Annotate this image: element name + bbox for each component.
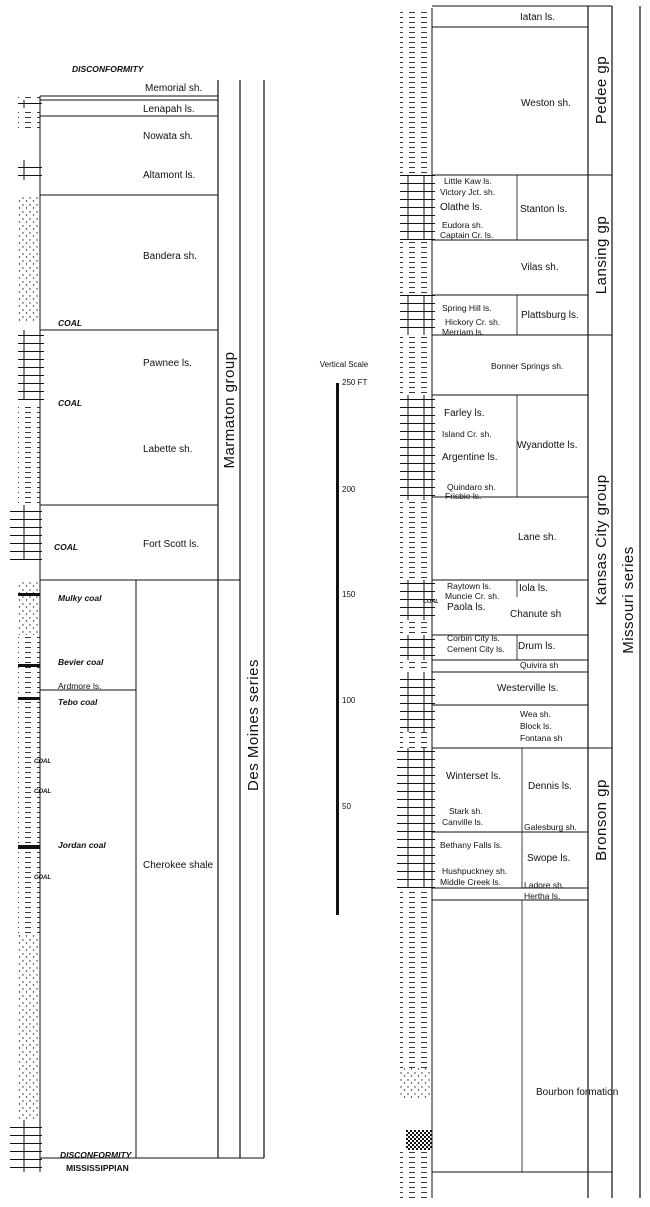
unit-fontana: Fontana sh xyxy=(520,733,563,743)
litho-r-plattsburg xyxy=(400,295,435,335)
unit-hushpuckney: Hushpuckney sh. xyxy=(442,866,508,876)
scale-bar xyxy=(336,383,339,915)
unit-bourbon: Bourbon formation xyxy=(536,1087,619,1098)
unit-farley: Farley ls. xyxy=(444,408,485,419)
unit-winterset: Winterset ls. xyxy=(446,771,502,782)
scale-tick-200: 200 xyxy=(342,485,356,494)
scale-tick-250: 250 FT xyxy=(342,378,368,387)
litho-cherokee-mid xyxy=(18,635,40,935)
unit-corbin-city: Corbin City ls. xyxy=(447,633,500,643)
unit-merriam: Merriam ls. xyxy=(442,327,485,337)
unit-bonner-springs: Bonner Springs sh. xyxy=(491,361,564,371)
litho-jordan-coal xyxy=(18,845,40,849)
litho-cherokee-lower xyxy=(18,935,40,1120)
unit-hertha: Hertha ls. xyxy=(524,891,561,901)
unit-lane: Lane sh. xyxy=(518,532,557,543)
litho-mulky-coal xyxy=(18,593,40,596)
unit-iatan: Iatan ls. xyxy=(520,12,556,23)
vertical-scale xyxy=(320,360,369,915)
unit-hickory-cr: Hickory Cr. sh. xyxy=(445,317,501,327)
litho-r-bronson xyxy=(397,748,435,888)
unit-pawnee: Pawnee ls. xyxy=(143,358,192,369)
litho-bandera xyxy=(18,195,40,323)
unit-memorial: Memorial sh. xyxy=(145,83,203,94)
unit-canville: Canville ls. xyxy=(442,817,484,827)
left-frame xyxy=(40,80,264,1158)
coal-marker-2: COAL xyxy=(58,398,83,408)
bed-ardmore: Ardmore ls. xyxy=(58,681,102,691)
unit-chanute: Chanute sh xyxy=(510,609,562,620)
unit-cement-city: Cement City ls. xyxy=(447,644,505,654)
unit-plattsburg: Plattsburg ls. xyxy=(521,310,579,321)
unit-spring-hill: Spring Hill ls. xyxy=(442,303,492,313)
coal-marker-right: COAL xyxy=(423,599,439,605)
unit-middle-creek: Middle Creek ls. xyxy=(440,877,501,887)
litho-labette xyxy=(18,405,40,505)
unit-muncie-cr: Muncie Cr. sh. xyxy=(445,591,500,601)
litho-r-wyandotte xyxy=(400,395,435,500)
unit-wea: Wea sh. xyxy=(520,709,552,719)
scale-title: Vertical Scale xyxy=(319,360,369,369)
unit-frisbie: Frisbie ls. xyxy=(445,491,482,501)
minor-coal-1: COAL xyxy=(34,759,51,765)
unit-wyandotte: Wyandotte ls. xyxy=(517,440,578,451)
litho-fort-scott xyxy=(10,505,42,560)
scale-tick-100: 100 xyxy=(342,696,356,705)
unit-iola: Iola ls. xyxy=(519,583,548,594)
group-kansas-city: Kansas City group xyxy=(593,474,610,606)
unit-eudora: Eudora sh. xyxy=(442,220,484,230)
unit-cherokee: Cherokee shale xyxy=(143,860,214,871)
unit-fort-scott: Fort Scott ls. xyxy=(143,539,200,550)
coal-marker-3: COAL xyxy=(54,542,79,552)
scale-tick-50: 50 xyxy=(342,802,351,811)
unit-captain-cr: Captain Cr. ls. xyxy=(440,230,494,240)
unit-swope: Swope ls. xyxy=(527,853,571,864)
unit-little-kaw: Little Kaw ls. xyxy=(444,176,492,186)
unit-weston: Weston sh. xyxy=(521,98,571,109)
unit-olathe: Olathe ls. xyxy=(440,202,483,213)
coal-marker-1: COAL xyxy=(58,318,83,328)
litho-tebo-coal xyxy=(18,697,40,700)
unit-block: Block ls. xyxy=(520,721,552,731)
litho-mississippian xyxy=(10,1120,42,1172)
litho-cherokee-upper xyxy=(18,580,40,635)
unit-nowata: Nowata sh. xyxy=(143,131,194,142)
unit-altamont: Altamont ls. xyxy=(143,170,196,181)
group-lansing: Lansing gp xyxy=(593,215,610,295)
unit-quivira: Quivira sh xyxy=(520,660,559,670)
left-lithology-column xyxy=(10,96,44,1172)
unit-stanton: Stanton ls. xyxy=(520,204,568,215)
minor-coal-3: COAL xyxy=(34,875,51,881)
scale-ticks xyxy=(342,378,367,811)
group-marmaton: Marmaton group xyxy=(221,351,238,469)
litho-r-coal-check xyxy=(406,1130,432,1150)
unit-quindaro: Quindaro sh. xyxy=(447,482,496,492)
unit-ladore: Ladore sh. xyxy=(524,880,565,890)
base-mississippian: MISSISSIPPIAN xyxy=(66,1163,129,1173)
series-des-moines: Des Moines series xyxy=(245,659,262,791)
bed-tebo-coal: Tebo coal xyxy=(58,697,98,707)
unit-galesburg: Galesburg sh. xyxy=(524,822,577,832)
scale-tick-150: 150 xyxy=(342,590,356,599)
left-labels xyxy=(34,64,262,1173)
litho-r-westerville xyxy=(400,672,435,732)
bed-jordan-coal: Jordan coal xyxy=(58,840,106,850)
unit-labette: Labette sh. xyxy=(143,444,193,455)
minor-coal-2: COAL xyxy=(34,789,51,795)
unit-dennis: Dennis ls. xyxy=(528,781,572,792)
bed-bevier-coal: Bevier coal xyxy=(58,657,104,667)
unit-argentine: Argentine ls. xyxy=(442,452,498,463)
litho-r-bourbon-sand xyxy=(400,1068,432,1098)
bed-mulky-coal: Mulky coal xyxy=(58,593,102,603)
unit-paola: Paola ls. xyxy=(447,602,486,613)
unit-bethany-falls: Bethany Falls ls. xyxy=(440,840,503,850)
litho-r-base xyxy=(400,1150,432,1198)
unit-raytown: Raytown ls. xyxy=(447,581,491,591)
group-pedee: Pedee gp xyxy=(593,55,610,125)
litho-r-drum xyxy=(400,635,435,660)
litho-lenapah xyxy=(18,100,42,108)
litho-bevier-coal xyxy=(18,664,40,667)
unit-vilas: Vilas sh. xyxy=(521,262,559,273)
disconformity-bottom: DISCONFORMITY xyxy=(60,1150,132,1160)
group-bronson: Bronson gp xyxy=(593,779,610,861)
litho-altamont xyxy=(18,160,42,180)
unit-drum: Drum ls. xyxy=(518,641,556,652)
litho-r-bourbon xyxy=(400,888,432,1068)
unit-bandera: Bandera sh. xyxy=(143,251,197,262)
unit-lenapah: Lenapah ls. xyxy=(143,104,195,115)
litho-r-stanton xyxy=(400,175,435,240)
unit-island-cr: Island Cr. sh. xyxy=(442,429,492,439)
series-missouri: Missouri series xyxy=(620,546,637,654)
unit-victory-jct: Victory Jct. sh. xyxy=(440,187,496,197)
disconformity-top: DISCONFORMITY xyxy=(72,64,144,74)
unit-stark: Stark sh. xyxy=(449,806,483,816)
unit-westerville: Westerville ls. xyxy=(497,683,559,694)
